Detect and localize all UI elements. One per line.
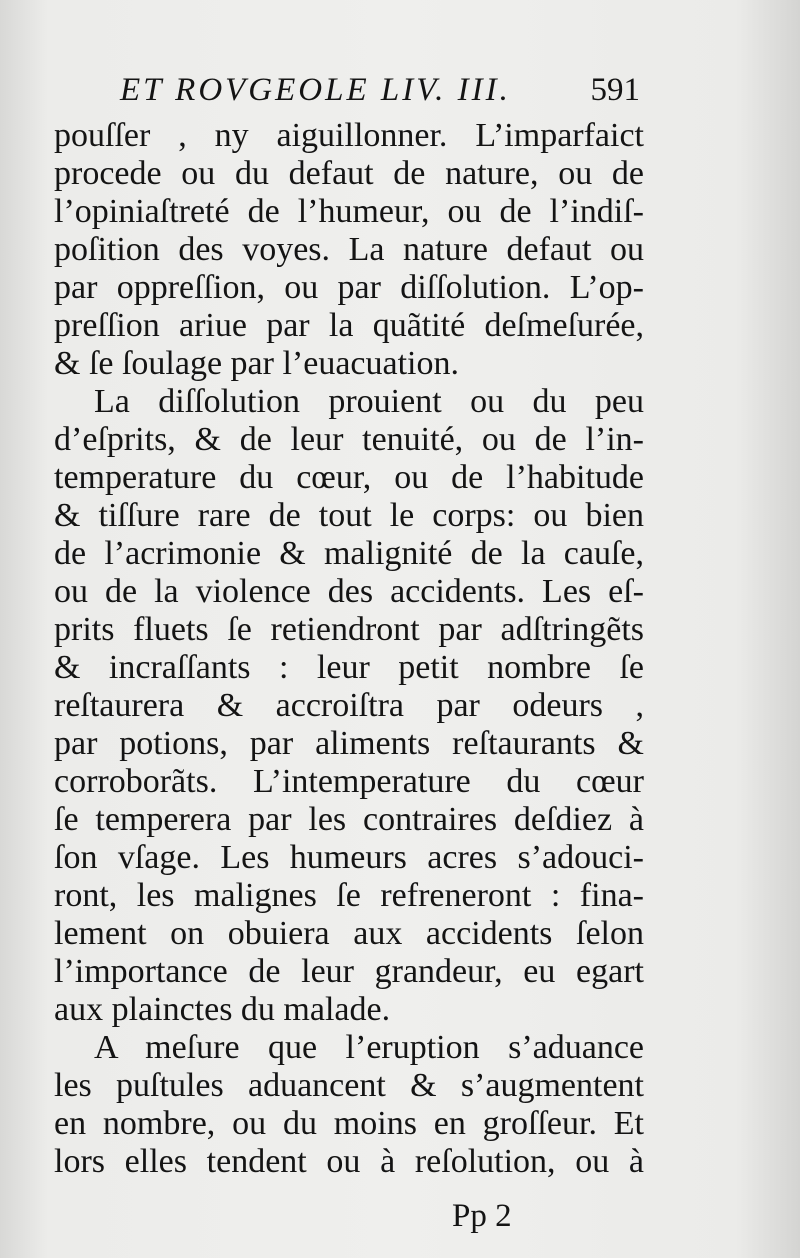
text-line: preſſion ariue par la quãtité deſmeſurée, — [54, 307, 644, 344]
text-line: & incraſſants : leur petit nombre ſe — [54, 649, 644, 686]
text-line: les puſtules aduancent & s’augmentent — [54, 1067, 644, 1104]
text-line: poſition des voyes. La nature defaut ou — [54, 231, 644, 268]
text-line: pouſſer , ny aiguillonner. L’imparfaict — [54, 117, 644, 154]
text-line: par potions, par aliments reſtaurants & — [54, 725, 644, 762]
text-line: ſe temperera par les contraires deſdiez à — [54, 801, 644, 838]
text-line: prits fluets ſe retiendront par adſtringẽts — [54, 611, 644, 648]
text-line: A meſure que l’eruption s’aduance — [94, 1029, 644, 1066]
text-line: La diſſolution prouient ou du peu — [94, 383, 644, 420]
running-title: ET ROVGEOLE LIV. III. — [120, 72, 511, 108]
text-line: de l’acrimonie & malignité de la cauſe, — [54, 535, 644, 572]
text-line: l’opiniaſtreté de l’humeur, ou de l’indiſ- — [54, 193, 644, 230]
text-line: reſtaurera & accroiſtra par odeurs , — [54, 687, 644, 724]
text-line: ou de la violence des accidents. Les eſ- — [54, 573, 644, 610]
text-line: ſon vſage. Les humeurs acres s’adouci- — [54, 839, 644, 876]
text-line: procede ou du defaut de nature, ou de — [54, 155, 644, 192]
text-line: & tiſſure rare de tout le corps: ou bien — [54, 497, 644, 534]
signature-mark: Pp 2 — [452, 1198, 512, 1234]
text-line: en nombre, ou du moins en groſſeur. Et — [54, 1105, 644, 1142]
text-line: par oppreſſion, ou par diſſolution. L’op- — [54, 269, 644, 306]
text-line: d’eſprits, & de leur tenuité, ou de l’in- — [54, 421, 644, 458]
text-line: temperature du cœur, ou de l’habitude — [54, 459, 644, 496]
running-header — [120, 72, 640, 116]
text-line: & ſe ſoulage par l’euacuation. — [54, 345, 459, 382]
text-line: aux plainctes du malade. — [54, 991, 391, 1028]
body-text — [54, 117, 644, 1181]
text-line: lement on obuiera aux accidents ſelon — [54, 915, 644, 952]
page-number: 591 — [590, 72, 640, 108]
text-line: corroborãts. L’intemperature du cœur — [54, 763, 644, 800]
text-line: ront, les malignes ſe refreneront : fina- — [54, 877, 644, 914]
text-line: l’importance de leur grandeur, eu egart — [54, 953, 644, 990]
text-line: lors elles tendent ou à reſolution, ou à — [54, 1143, 644, 1180]
